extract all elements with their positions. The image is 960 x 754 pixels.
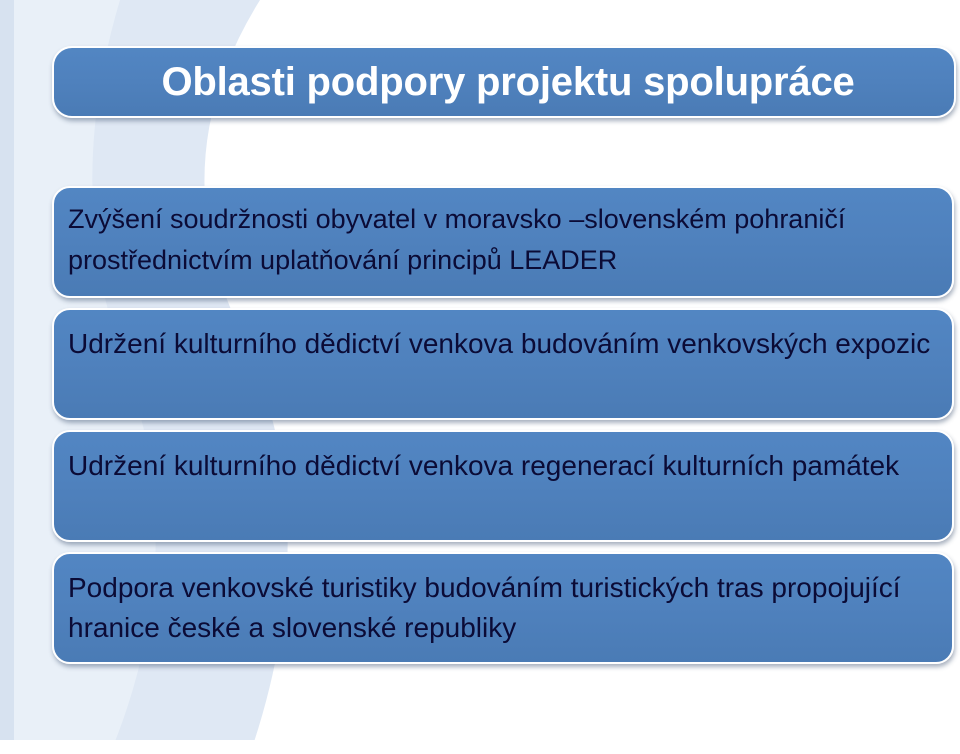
support-area-text-4: Podpora venkovské turistiky budováním turistických tras propojující hranice české a slovenské republiky [68,572,901,643]
support-area-text-1: Zvýšení soudržnosti obyvatel v moravsko –slovenském pohraničí prostřednictvím uplatňování principů LEADER [68,204,846,275]
title-banner [52,46,956,118]
support-area-text-2: Udržení kulturního dědictví venkova budováním venkovských expozic [68,328,931,359]
support-area-text-3: Udržení kulturního dědictví venkova regenerací kulturních památek [68,450,900,481]
support-area-item-4 [52,552,954,664]
support-area-item-1 [52,186,954,298]
support-area-item-2 [52,308,954,420]
support-area-item-3 [52,430,954,542]
slide-title: Oblasti podpory projektu spolupráce [161,59,855,104]
